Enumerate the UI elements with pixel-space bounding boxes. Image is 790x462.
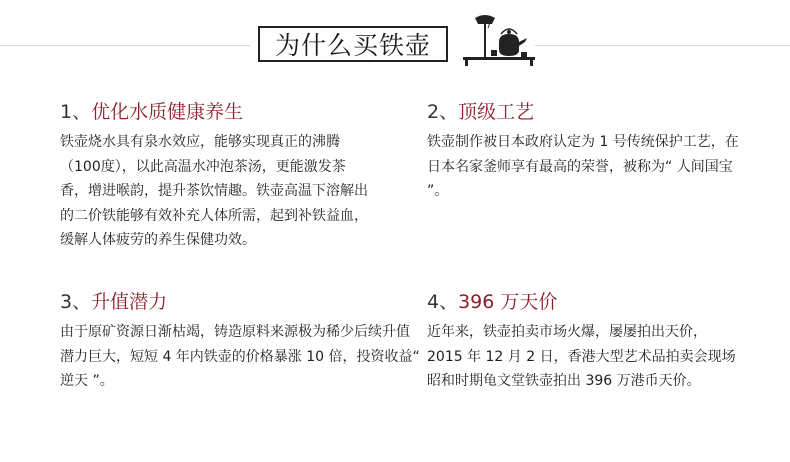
teapot-illustration-icon: [455, 12, 535, 67]
reason-section-4: [427, 290, 737, 394]
page-title: [258, 26, 448, 62]
section-heading-text: 优化水质健康养生: [91, 101, 244, 123]
section-heading-text: 396 万天价: [458, 291, 558, 313]
section-body: 铁壶制作被日本政府认定为 1 号传统保护工艺，在日本名家釜师享有最高的荣誉，被称为“ 人间国宝 ”。: [427, 134, 739, 199]
section-heading: [60, 290, 420, 314]
section-body: 近年来，铁壶拍卖市场火爆，屡屡拍出天价，2015 年 12 月 2 日，香港大型艺术品拍卖会现场昭和时期龟文堂铁壶拍出 396 万港币天价。: [427, 324, 736, 389]
section-heading: [427, 100, 745, 124]
section-heading: [427, 290, 737, 314]
section-heading-text: 升值潜力: [91, 291, 168, 313]
reason-section-1: [60, 100, 370, 253]
section-body: 由于原矿资源日渐枯竭，铸造原料来源极为稀少后续升值潜力巨大，短短 4 年内铁壶的价格暴涨 10 倍，投资收益“ 逆天 ”。: [60, 324, 420, 389]
header-rule-left: [0, 45, 250, 46]
reason-section-2: [427, 100, 745, 204]
section-heading: [60, 100, 370, 124]
section-number: 4、: [427, 291, 459, 313]
section-heading-text: 顶级工艺: [458, 101, 535, 123]
section-number: 1、: [60, 101, 92, 123]
section-body: 铁壶烧水具有泉水效应，能够实现真正的沸腾（100度），以此高温水冲泡茶汤，更能激发茶香，增进喉韵，提升茶饮情趣。铁壶高温下溶解出的二价铁能够有效补充人体所需，起到补铁益血，缓解人体疲劳的养生保健功效。: [60, 134, 368, 248]
section-number: 2、: [427, 101, 459, 123]
section-number: 3、: [60, 291, 92, 313]
header-rule-right: [535, 45, 790, 46]
reason-section-3: [60, 290, 420, 394]
page-title-text: 为什么买铁壶: [274, 31, 431, 60]
